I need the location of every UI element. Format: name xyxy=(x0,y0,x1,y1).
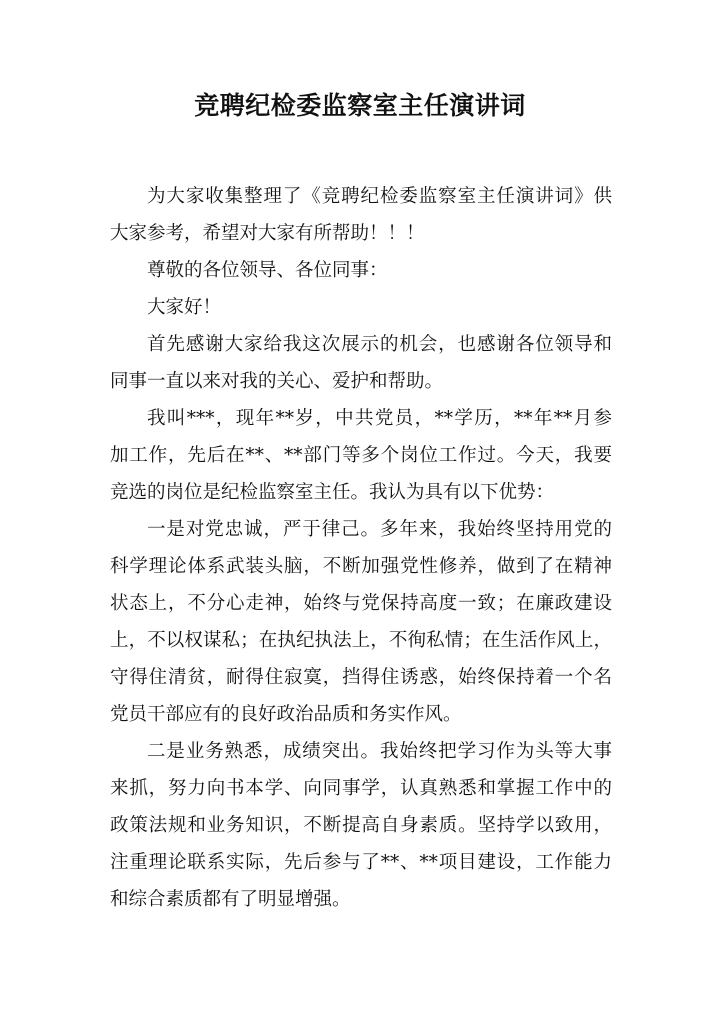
paragraph-line: 我叫***，现年**岁，中共党员，**学历，**年**月参 xyxy=(147,408,612,429)
document-title: 竞聘纪检委监察室主任演讲词 xyxy=(194,91,526,120)
paragraph-line: 上，不以权谋私；在执纪执法上，不徇私情；在生活作风上， xyxy=(110,630,612,651)
paragraph-line: 状态上，不分心走神，始终与党保持高度一致；在廉政建设 xyxy=(110,593,612,614)
paragraph-line: 守得住清贫，耐得住寂寞，挡得住诱惑，始终保持着一个名 xyxy=(110,667,612,688)
paragraph-line: 注重理论联系实际，先后参与了**、**项目建设，工作能力 xyxy=(110,852,612,873)
paragraph-line: 政策法规和业务知识，不断提高自身素质。坚持学以致用， xyxy=(110,815,612,836)
paragraph-line: 加工作，先后在**、**部门等多个岗位工作过。今天，我要 xyxy=(110,445,612,466)
paragraph-line: 党员干部应有的良好政治品质和务实作风。 xyxy=(110,704,462,725)
paragraph-line: 来抓，努力向书本学、向同事学，认真熟悉和掌握工作中的 xyxy=(110,778,612,799)
paragraph-line: 科学理论体系武装头脑，不断加强党性修养，做到了在精神 xyxy=(110,556,612,577)
greeting-line: 大家好！ xyxy=(147,297,222,318)
paragraph-line: 二是业务熟悉，成绩突出。我始终把学习作为头等大事 xyxy=(147,741,612,762)
paragraph-line: 为大家收集整理了《竞聘纪检委监察室主任演讲词》供 xyxy=(147,186,612,207)
salutation-line: 尊敬的各位领导、各位同事： xyxy=(147,260,388,281)
paragraph-line: 首先感谢大家给我这次展示的机会，也感谢各位领导和 xyxy=(147,334,612,355)
paragraph-line: 大家参考，希望对大家有所帮助！！！ xyxy=(110,223,425,244)
paragraph-line: 一是对党忠诚，严于律己。多年来，我始终坚持用党的 xyxy=(147,519,612,540)
paragraph-line: 和综合素质都有了明显增强。 xyxy=(110,889,351,910)
paragraph-line: 同事一直以来对我的关心、爱护和帮助。 xyxy=(110,371,444,392)
document-body xyxy=(110,178,612,918)
paragraph-line: 竞选的岗位是纪检监察室主任。我认为具有以下优势： xyxy=(110,482,555,503)
